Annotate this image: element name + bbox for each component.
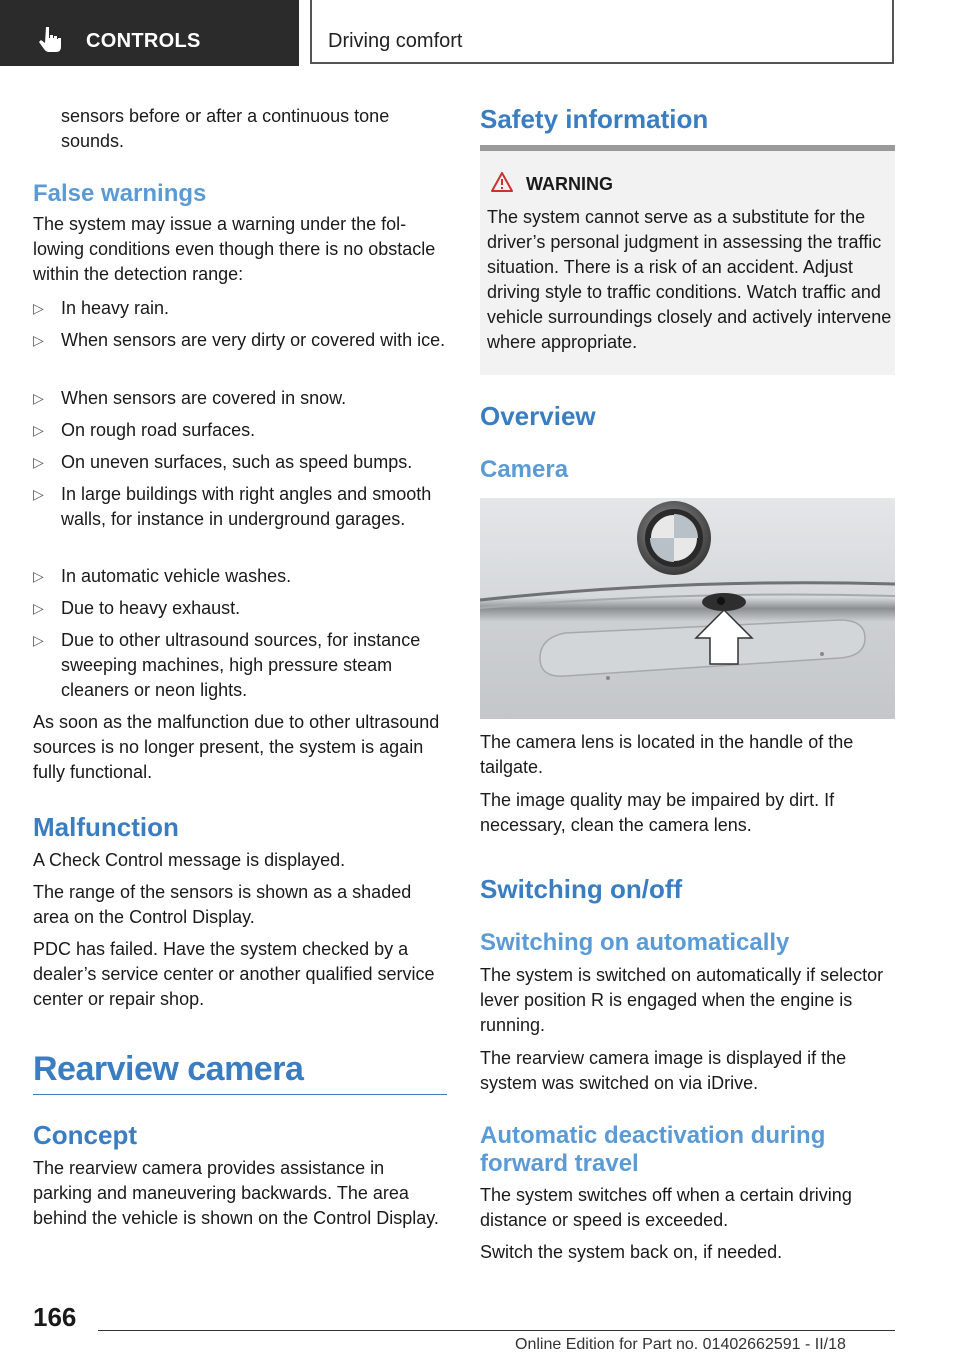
footer-rule (98, 1330, 895, 1331)
triangle-bullet-icon: ▷ (33, 332, 44, 348)
camera-heading: Camera (480, 456, 569, 483)
auto-on-heading: Switching on automatically (480, 929, 790, 956)
safety-information-heading: Safety information (480, 104, 709, 134)
edition-text: Online Edition for Part no. 01402662591 - II/18 (515, 1336, 846, 1353)
warning-box (480, 145, 895, 375)
triangle-bullet-icon: ▷ (33, 300, 44, 316)
camera-p2: The image quality may be impaired by dirt. If necessary, clean the camera lens. (480, 790, 835, 835)
section-label: CONTROLS (86, 30, 201, 52)
concept-heading: Concept (33, 1120, 137, 1150)
triangle-bullet-icon: ▷ (33, 486, 44, 502)
triangle-bullet-icon: ▷ (33, 600, 44, 616)
auto-off-p2: Switch the system back on, if needed. (480, 1242, 783, 1262)
auto-on-p2: The rearview camera image is displayed if the system was switched on via iDrive. (480, 1048, 847, 1093)
auto-off-p1: The system switches off when a certain driving distance or speed is exceeded. (480, 1185, 852, 1230)
section-tab (0, 0, 299, 66)
auto-on-p1: The system is switched on automatically if selector lever position R is engaged when the engine is running. (480, 965, 884, 1035)
warning-label: WARNING (526, 174, 613, 194)
switching-heading: Switching on/off (480, 874, 683, 904)
page-number: 166 (33, 1302, 77, 1332)
page-header (0, 0, 960, 66)
heading-rule (33, 1094, 447, 1095)
camera-location-photo (480, 498, 895, 719)
triangle-bullet-icon: ▷ (33, 390, 44, 406)
warning-bar (480, 145, 895, 151)
intro-text: sensors before or after a continuous tone sounds. (61, 106, 390, 151)
false-warnings-after: As soon as the malfunction due to other ultrasound sources is no longer present, the system is again fully functional. (33, 712, 440, 782)
overview-heading: Overview (480, 401, 596, 431)
page-title: Driving comfort (328, 30, 463, 52)
concept-text: The rearview camera provides assistance in parking and maneuvering backwards. The area behind the vehicle is shown on the Control Display. (33, 1158, 439, 1228)
rearview-camera-heading: Rearview camera (33, 1050, 304, 1088)
triangle-bullet-icon: ▷ (33, 568, 44, 584)
hand-pointer-icon (38, 25, 62, 53)
false-warnings-text: The system may issue a warning under the following conditions even though there is no obstacle within the detection range: (33, 214, 436, 284)
false-warnings-heading: False warnings (33, 180, 207, 207)
triangle-bullet-icon: ▷ (33, 422, 44, 438)
triangle-bullet-icon: ▷ (33, 632, 44, 648)
malfunction-heading: Malfunction (33, 812, 179, 842)
malfunction-p2: The range of the sensors is shown as a shaded area on the Control Display. (33, 882, 412, 927)
auto-off-heading: Automatic deactivation during forward travel (480, 1122, 826, 1177)
camera-p1: The camera lens is located in the handle of the tailgate. (480, 732, 854, 777)
malfunction-p3: PDC has failed. Have the system checked by a dealer’s service center or another qualified service center or repair shop. (33, 939, 435, 1009)
malfunction-p1: A Check Control message is displayed. (33, 850, 346, 870)
page-title-box (310, 0, 894, 64)
triangle-bullet-icon: ▷ (33, 454, 44, 470)
warning-triangle-icon (490, 171, 514, 193)
warning-text: The system cannot serve as a substitute for the driver’s personal judgment in assessing the traffic situation. There is a risk of an accident. Adjust driving style to traffic conditions. Watch traffic and vehicle surroundings closely and actively intervene where appropriate. (487, 207, 892, 352)
